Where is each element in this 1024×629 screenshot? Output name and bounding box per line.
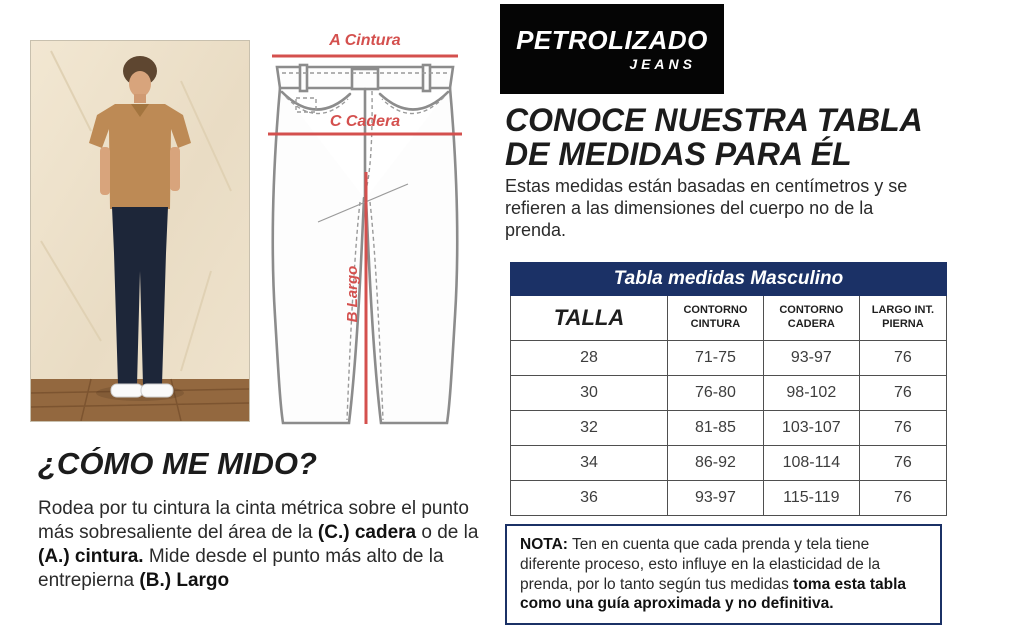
size-table	[510, 262, 947, 516]
cell-talla: 36	[511, 481, 668, 516]
intro-section	[505, 103, 935, 242]
size-row-36	[511, 481, 947, 516]
intro-body: Estas medidas están basadas en centímetros y se refieren a las dimensiones del cuerpo no de la prenda.	[505, 176, 908, 241]
cell-cadera: 115-119	[763, 481, 859, 516]
note-bold-text: toma esta tabla como una guía aproximada y no definitiva.	[520, 575, 907, 613]
cell-cintura: 76-80	[667, 376, 763, 411]
right-arm	[170, 147, 180, 191]
cell-cintura: 81-85	[667, 411, 763, 446]
header-contorno-cadera: CONTORNO CADERA	[763, 296, 859, 341]
cell-cadera: 108-114	[763, 446, 859, 481]
neck	[134, 94, 146, 103]
cell-largo: 76	[859, 481, 946, 516]
header-largo-int-pierna: LARGO INT. PIERNA	[859, 296, 946, 341]
length-label: B Largo	[344, 265, 361, 323]
jeans-diagram	[260, 26, 470, 432]
hip-label: C Cadera	[329, 113, 401, 130]
left-sneaker	[111, 384, 143, 397]
size-row-32	[511, 411, 947, 446]
howto-seg2: o de la	[416, 521, 479, 543]
note-box	[505, 524, 942, 625]
howto-title: ¿CÓMO ME MIDO?	[38, 446, 317, 481]
left-arm	[100, 147, 110, 195]
note-text: Ten en cuenta que cada prenda y tela tiene diferente proceso, esto influye en la elasticidad de la prenda, por lo tanto según tus medidas	[520, 536, 881, 593]
brand-name: PETROLIZADO	[516, 24, 708, 55]
cell-talla: 34	[511, 446, 668, 481]
howto-section	[38, 446, 482, 593]
model-photo-art	[31, 41, 249, 421]
howto-seg1: Rodea por tu cintura la cinta métrica sobre el punto más sobresaliente del área de la	[38, 498, 469, 543]
cell-cadera: 93-97	[763, 341, 859, 376]
right-sneaker	[141, 384, 173, 397]
howto-body	[38, 497, 482, 593]
cell-talla: 30	[511, 376, 668, 411]
cell-cintura: 93-97	[667, 481, 763, 516]
table-title-row	[511, 263, 947, 296]
brand-subtitle: JEANS	[629, 55, 696, 72]
cell-cadera: 98-102	[763, 376, 859, 411]
howto-seg3: Mide desde el punto más alto de la entrepierna	[38, 545, 444, 591]
intro-title-line2: DE MEDIDAS PARA ÉL	[505, 136, 852, 173]
waist-label: A Cintura	[329, 32, 401, 49]
howto-bold-largo: (B.) Largo	[139, 569, 230, 591]
size-row-34	[511, 446, 947, 481]
cell-talla: 32	[511, 411, 668, 446]
cell-cintura: 71-75	[667, 341, 763, 376]
table-header-row	[511, 296, 947, 341]
howto-bold-cintura: (A.) cintura.	[38, 545, 144, 567]
header-contorno-cintura: CONTORNO CINTURA	[667, 296, 763, 341]
cell-cadera: 103-107	[763, 411, 859, 446]
size-row-28	[511, 341, 947, 376]
header-talla: TALLA	[511, 296, 668, 341]
face	[129, 71, 151, 97]
size-row-30	[511, 376, 947, 411]
cell-largo: 76	[859, 411, 946, 446]
note-label: NOTA:	[520, 536, 568, 553]
brand-logo	[500, 4, 724, 94]
cell-cintura: 86-92	[667, 446, 763, 481]
table-title: Tabla medidas Masculino	[511, 263, 947, 296]
howto-bold-cadera: (C.) cadera	[317, 521, 417, 543]
cell-largo: 76	[859, 341, 946, 376]
intro-title	[505, 103, 935, 171]
intro-title-line1: CONOCE NUESTRA TABLA	[505, 102, 923, 138]
cell-largo: 76	[859, 446, 946, 481]
cell-talla: 28	[511, 341, 668, 376]
model-photo	[30, 40, 250, 422]
cell-largo: 76	[859, 376, 946, 411]
